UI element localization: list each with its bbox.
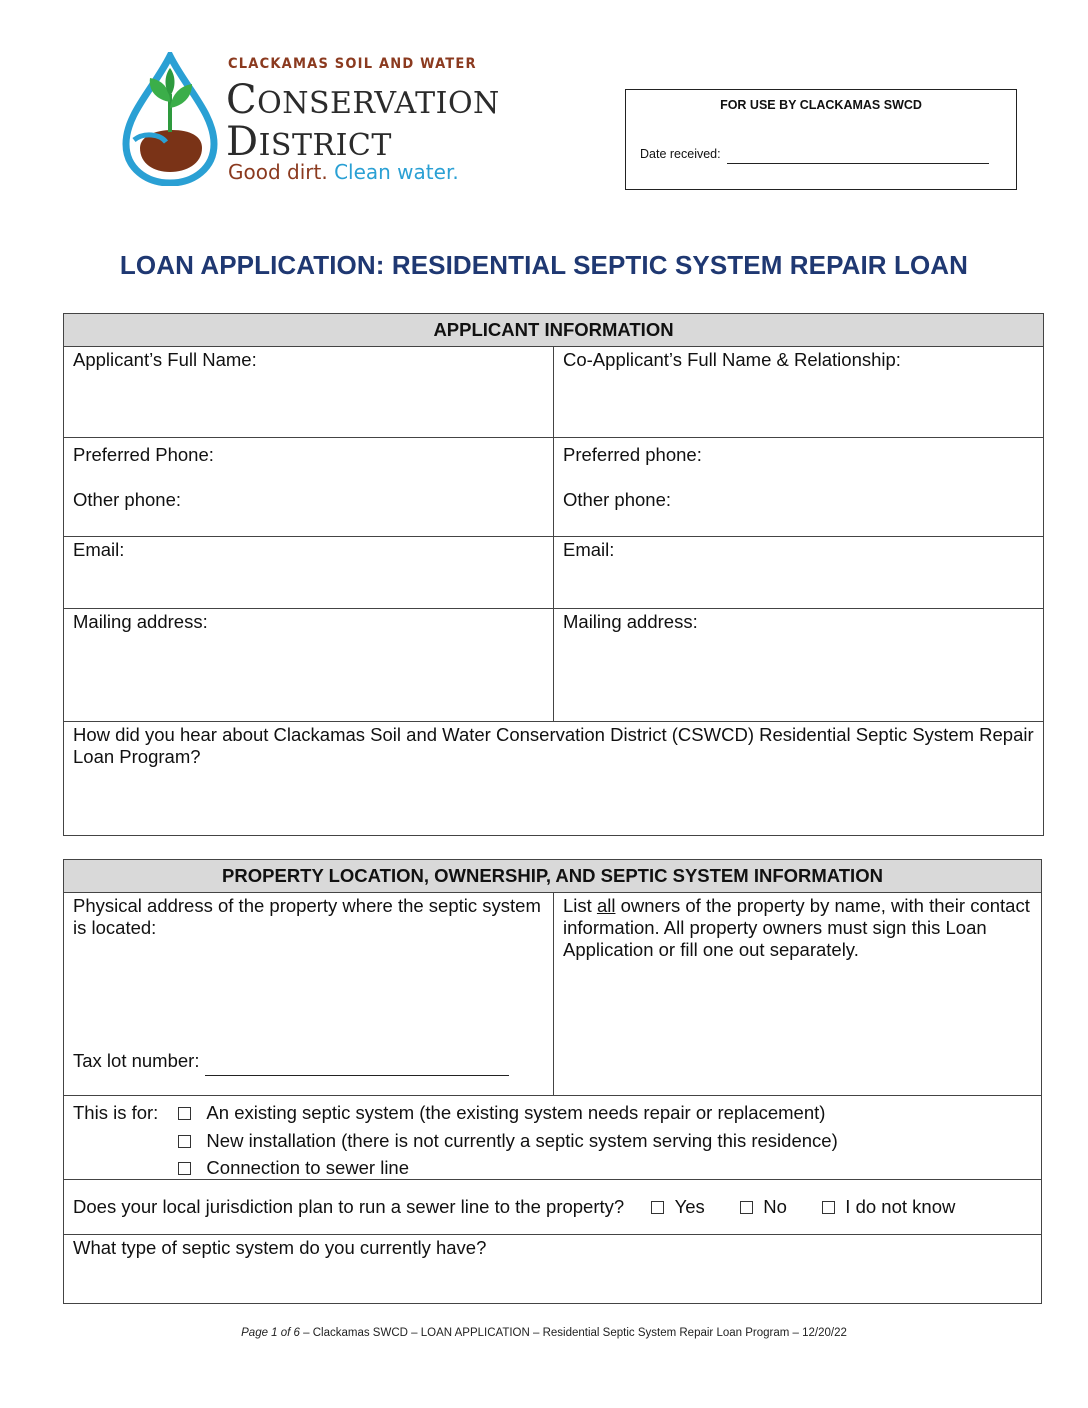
applicant-preferred-phone-label: Preferred Phone: <box>73 444 214 465</box>
option-sewer-connection-label: Connection to sewer line <box>206 1157 410 1178</box>
district-logo <box>120 52 510 190</box>
office-use-box <box>625 89 1017 190</box>
this-is-for-label: This is for: <box>73 1102 159 1123</box>
date-received-field[interactable] <box>640 147 989 162</box>
checkbox-icon[interactable] <box>822 1201 835 1214</box>
co-applicant-email-label: Email: <box>563 539 615 560</box>
septic-type-field[interactable] <box>64 1235 1042 1304</box>
co-applicant-mailing-address-field[interactable] <box>554 609 1044 722</box>
this-is-for-field <box>64 1096 1042 1180</box>
office-use-title: FOR USE BY CLACKAMAS SWCD <box>720 98 922 112</box>
co-applicant-preferred-phone-label: Preferred phone: <box>563 444 702 465</box>
logo-line1-rest: ONSERVATION <box>257 86 500 121</box>
option-existing-system-label: An existing septic system (the existing system needs repair or replacement) <box>206 1102 826 1123</box>
checkbox-icon[interactable] <box>178 1162 191 1175</box>
sewer-no-label: No <box>763 1196 787 1217</box>
co-applicant-phone-field[interactable] <box>554 438 1044 537</box>
applicant-email-label: Email: <box>73 539 125 560</box>
tax-lot-line[interactable] <box>205 1053 509 1076</box>
tax-lot-field[interactable] <box>73 1050 509 1073</box>
property-owners-label <box>554 893 1041 961</box>
logo-top-line: CLACKAMAS SOIL AND WATER <box>228 56 477 72</box>
sewer-plan-question: Does your local jurisdiction plan to run a sewer line to the property? <box>73 1196 625 1217</box>
footer-text: – Clackamas SWCD – LOAN APPLICATION – Residential Septic System Repair Loan Program – 12/20/22 <box>299 1327 847 1339</box>
applicant-phone-field[interactable] <box>64 438 554 537</box>
logo-tagline-1: Good dirt. <box>228 160 328 184</box>
owners-text-post: owners of the property by name, with their contact information. All property owners must sign this Loan Application or fill one out separately. <box>563 895 1030 960</box>
owners-text-all: all <box>596 895 616 916</box>
option-existing-system[interactable] <box>178 1099 838 1127</box>
footer-page-number: Page 1 of 6 <box>241 1327 300 1339</box>
applicant-full-name-field[interactable] <box>64 347 554 438</box>
property-owners-field[interactable] <box>554 893 1042 1096</box>
co-applicant-full-name-field[interactable] <box>554 347 1044 438</box>
co-applicant-email-field[interactable] <box>554 537 1044 609</box>
applicant-full-name-label: Applicant’s Full Name: <box>73 349 257 370</box>
hear-about-program-label: How did you hear about Clackamas Soil and Water Conservation District (CSWCD) Residential Septic System Repair Loan Program? <box>73 724 1034 767</box>
logo-line2-rest: ISTRICT <box>258 128 392 163</box>
logo-tagline <box>228 160 459 184</box>
physical-address-label: Physical address of the property where the septic system is located: <box>73 895 541 938</box>
logo-line1-cap: C <box>226 77 258 123</box>
checkbox-icon[interactable] <box>178 1107 191 1120</box>
applicant-information-header: APPLICANT INFORMATION <box>64 314 1044 347</box>
sewer-plan-field <box>64 1180 1042 1235</box>
checkbox-icon[interactable] <box>740 1201 753 1214</box>
co-applicant-other-phone-label: Other phone: <box>563 489 671 510</box>
option-new-installation-label: New installation (there is not currently a septic system serving this residence) <box>206 1129 838 1151</box>
checkbox-icon[interactable] <box>178 1135 191 1148</box>
applicant-mailing-address-label: Mailing address: <box>73 611 208 632</box>
property-information-table <box>63 859 1042 1304</box>
option-new-installation[interactable] <box>178 1127 838 1155</box>
logo-district <box>226 119 392 165</box>
co-applicant-mailing-address-label: Mailing address: <box>563 611 698 632</box>
applicant-mailing-address-field[interactable] <box>64 609 554 722</box>
owners-text-pre: List <box>563 895 597 916</box>
co-applicant-full-name-label: Co-Applicant’s Full Name & Relationship: <box>563 349 901 370</box>
page-title: LOAN APPLICATION: RESIDENTIAL SEPTIC SYSTEM REPAIR LOAN <box>119 250 969 280</box>
applicant-email-field[interactable] <box>64 537 554 609</box>
date-received-label: Date received: <box>640 147 721 161</box>
sewer-yes-label: Yes <box>674 1196 705 1217</box>
septic-type-label: What type of septic system do you currently have? <box>73 1237 487 1258</box>
physical-address-field[interactable] <box>64 893 554 1096</box>
date-received-line[interactable] <box>727 149 989 164</box>
logo-line2-cap: D <box>226 119 259 165</box>
logo-conservation <box>226 77 500 123</box>
checkbox-icon[interactable] <box>651 1201 664 1214</box>
applicant-information-table <box>63 313 1044 836</box>
page-footer <box>0 1327 1088 1339</box>
logo-tagline-2: Clean water. <box>334 160 459 184</box>
sewer-dont-know-label: I do not know <box>845 1196 956 1217</box>
property-information-header: PROPERTY LOCATION, OWNERSHIP, AND SEPTIC SYSTEM INFORMATION <box>64 860 1042 893</box>
applicant-other-phone-label: Other phone: <box>73 489 181 510</box>
water-drop-sprout-icon <box>120 52 220 186</box>
hear-about-program-field[interactable] <box>64 722 1044 836</box>
tax-lot-label: Tax lot number: <box>73 1050 200 1071</box>
option-sewer-connection[interactable] <box>178 1154 838 1182</box>
